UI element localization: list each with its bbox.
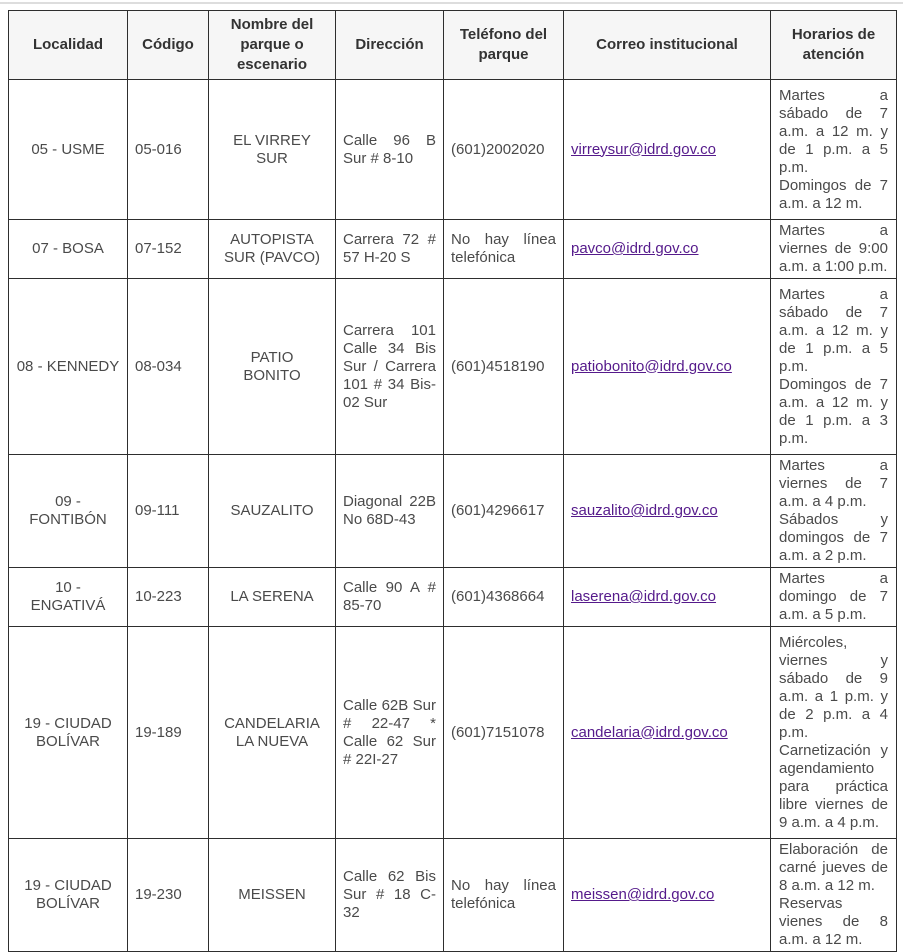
cell-correo <box>564 80 771 220</box>
cell-nombre-parque: SAUZALITO <box>209 455 336 568</box>
cell-nombre-parque: CANDELARIA LA NUEVA <box>209 627 336 839</box>
top-divider <box>0 2 903 4</box>
email-link[interactable]: patiobonito@idrd.gov.co <box>571 357 732 375</box>
cell-localidad: 19 - CIUDAD BOLÍVAR <box>9 627 128 839</box>
cell-nombre-parque: EL VIRREY SUR <box>209 80 336 220</box>
header-localidad: Localidad <box>9 11 128 80</box>
cell-codigo: 09-111 <box>128 455 209 568</box>
cell-codigo: 05-016 <box>128 80 209 220</box>
email-link[interactable]: meissen@idrd.gov.co <box>571 886 715 903</box>
email-link[interactable]: sauzalito@idrd.gov.co <box>571 502 718 519</box>
table-header <box>9 11 897 80</box>
cell-direccion: Calle 90 A # 85-70 <box>336 568 444 627</box>
cell-direccion: Carrera 101 Calle 34 Bis Sur / Carrera 101 # 34 Bis-02 Sur <box>336 279 444 455</box>
cell-nombre-parque: MEISSEN <box>209 839 336 952</box>
cell-codigo: 08-034 <box>128 279 209 455</box>
cell-localidad: 07 - BOSA <box>9 220 128 279</box>
cell-horarios: Martes a sábado de 7 a.m. a 12 m. y de 1 p.m. a 5 p.m. Domingos de 7 a.m. a 12 m. y de 1 p.m. a 3 p.m. <box>771 279 897 455</box>
email-link[interactable]: virreysur@idrd.gov.co <box>571 140 716 158</box>
cell-telefono: (601)4296617 <box>444 455 564 568</box>
table-row <box>9 627 897 839</box>
cell-telefono: (601)4518190 <box>444 279 564 455</box>
header-nombre-parque: Nombre del parque o escenario <box>209 11 336 80</box>
cell-telefono: (601)7151078 <box>444 627 564 839</box>
header-telefono: Teléfono del parque <box>444 11 564 80</box>
cell-codigo: 19-230 <box>128 839 209 952</box>
cell-horarios: Elaboración de carné jueves de 8 a.m. a 12 m. Reservas vienes de 8 a.m. a 12 m. <box>771 839 897 952</box>
cell-localidad: 08 - KENNEDY <box>9 279 128 455</box>
cell-horarios: Martes a viernes de 9:00 a.m. a 1:00 p.m. <box>771 220 897 279</box>
cell-direccion: Calle 96 B Sur # 8-10 <box>336 80 444 220</box>
cell-direccion: Calle 62 Bis Sur # 18 C-32 <box>336 839 444 952</box>
cell-codigo: 10-223 <box>128 568 209 627</box>
cell-horarios: Martes a domingo de 7 a.m. a 5 p.m. <box>771 568 897 627</box>
cell-correo <box>564 279 771 455</box>
cell-nombre-parque: PATIO BONITO <box>209 279 336 455</box>
cell-telefono: No hay línea telefónica <box>444 839 564 952</box>
cell-direccion: Calle 62B Sur # 22-47 * Calle 62 Sur # 22I-27 <box>336 627 444 839</box>
cell-direccion: Carrera 72 # 57 H-20 S <box>336 220 444 279</box>
header-correo: Correo institucional <box>564 11 771 80</box>
cell-correo <box>564 220 771 279</box>
cell-correo <box>564 455 771 568</box>
cell-horarios: Miércoles, viernes y sábado de 9 a.m. a 1 p.m. y de 2 p.m. a 4 p.m. Carnetización y agendamiento para práctica libre viernes de 9 a.m. a 4 p.m. <box>771 627 897 839</box>
cell-correo <box>564 839 771 952</box>
cell-codigo: 19-189 <box>128 627 209 839</box>
table-row <box>9 568 897 627</box>
header-codigo: Código <box>128 11 209 80</box>
table-row <box>9 80 897 220</box>
cell-correo <box>564 627 771 839</box>
email-link[interactable]: pavco@idrd.gov.co <box>571 240 699 257</box>
cell-telefono: (601)2002020 <box>444 80 564 220</box>
cell-localidad: 10 - ENGATIVÁ <box>9 568 128 627</box>
cell-codigo: 07-152 <box>128 220 209 279</box>
email-link[interactable]: candelaria@idrd.gov.co <box>571 723 728 741</box>
header-horarios: Horarios de atención <box>771 11 897 80</box>
header-direccion: Dirección <box>336 11 444 80</box>
cell-localidad: 09 - FONTIBÓN <box>9 455 128 568</box>
cell-localidad: 19 - CIUDAD BOLÍVAR <box>9 839 128 952</box>
cell-nombre-parque: AUTOPISTA SUR (PAVCO) <box>209 220 336 279</box>
table-row <box>9 839 897 952</box>
table-body <box>9 80 897 952</box>
table-row <box>9 279 897 455</box>
email-link[interactable]: laserena@idrd.gov.co <box>571 588 717 605</box>
cell-horarios: Martes a sábado de 7 a.m. a 12 m. y de 1 p.m. a 5 p.m. Domingos de 7 a.m. a 12 m. <box>771 80 897 220</box>
table-row <box>9 455 897 568</box>
cell-localidad: 05 - USME <box>9 80 128 220</box>
header-row <box>9 11 897 80</box>
cell-telefono: No hay línea telefónica <box>444 220 564 279</box>
cell-nombre-parque: LA SERENA <box>209 568 336 627</box>
cell-direccion: Diagonal 22B No 68D-43 <box>336 455 444 568</box>
cell-telefono: (601)4368664 <box>444 568 564 627</box>
parks-table <box>8 10 897 952</box>
cell-horarios: Martes a viernes de 7 a.m. a 4 p.m. Sábados y domingos de 7 a.m. a 2 p.m. <box>771 455 897 568</box>
cell-correo <box>564 568 771 627</box>
table-row <box>9 220 897 279</box>
